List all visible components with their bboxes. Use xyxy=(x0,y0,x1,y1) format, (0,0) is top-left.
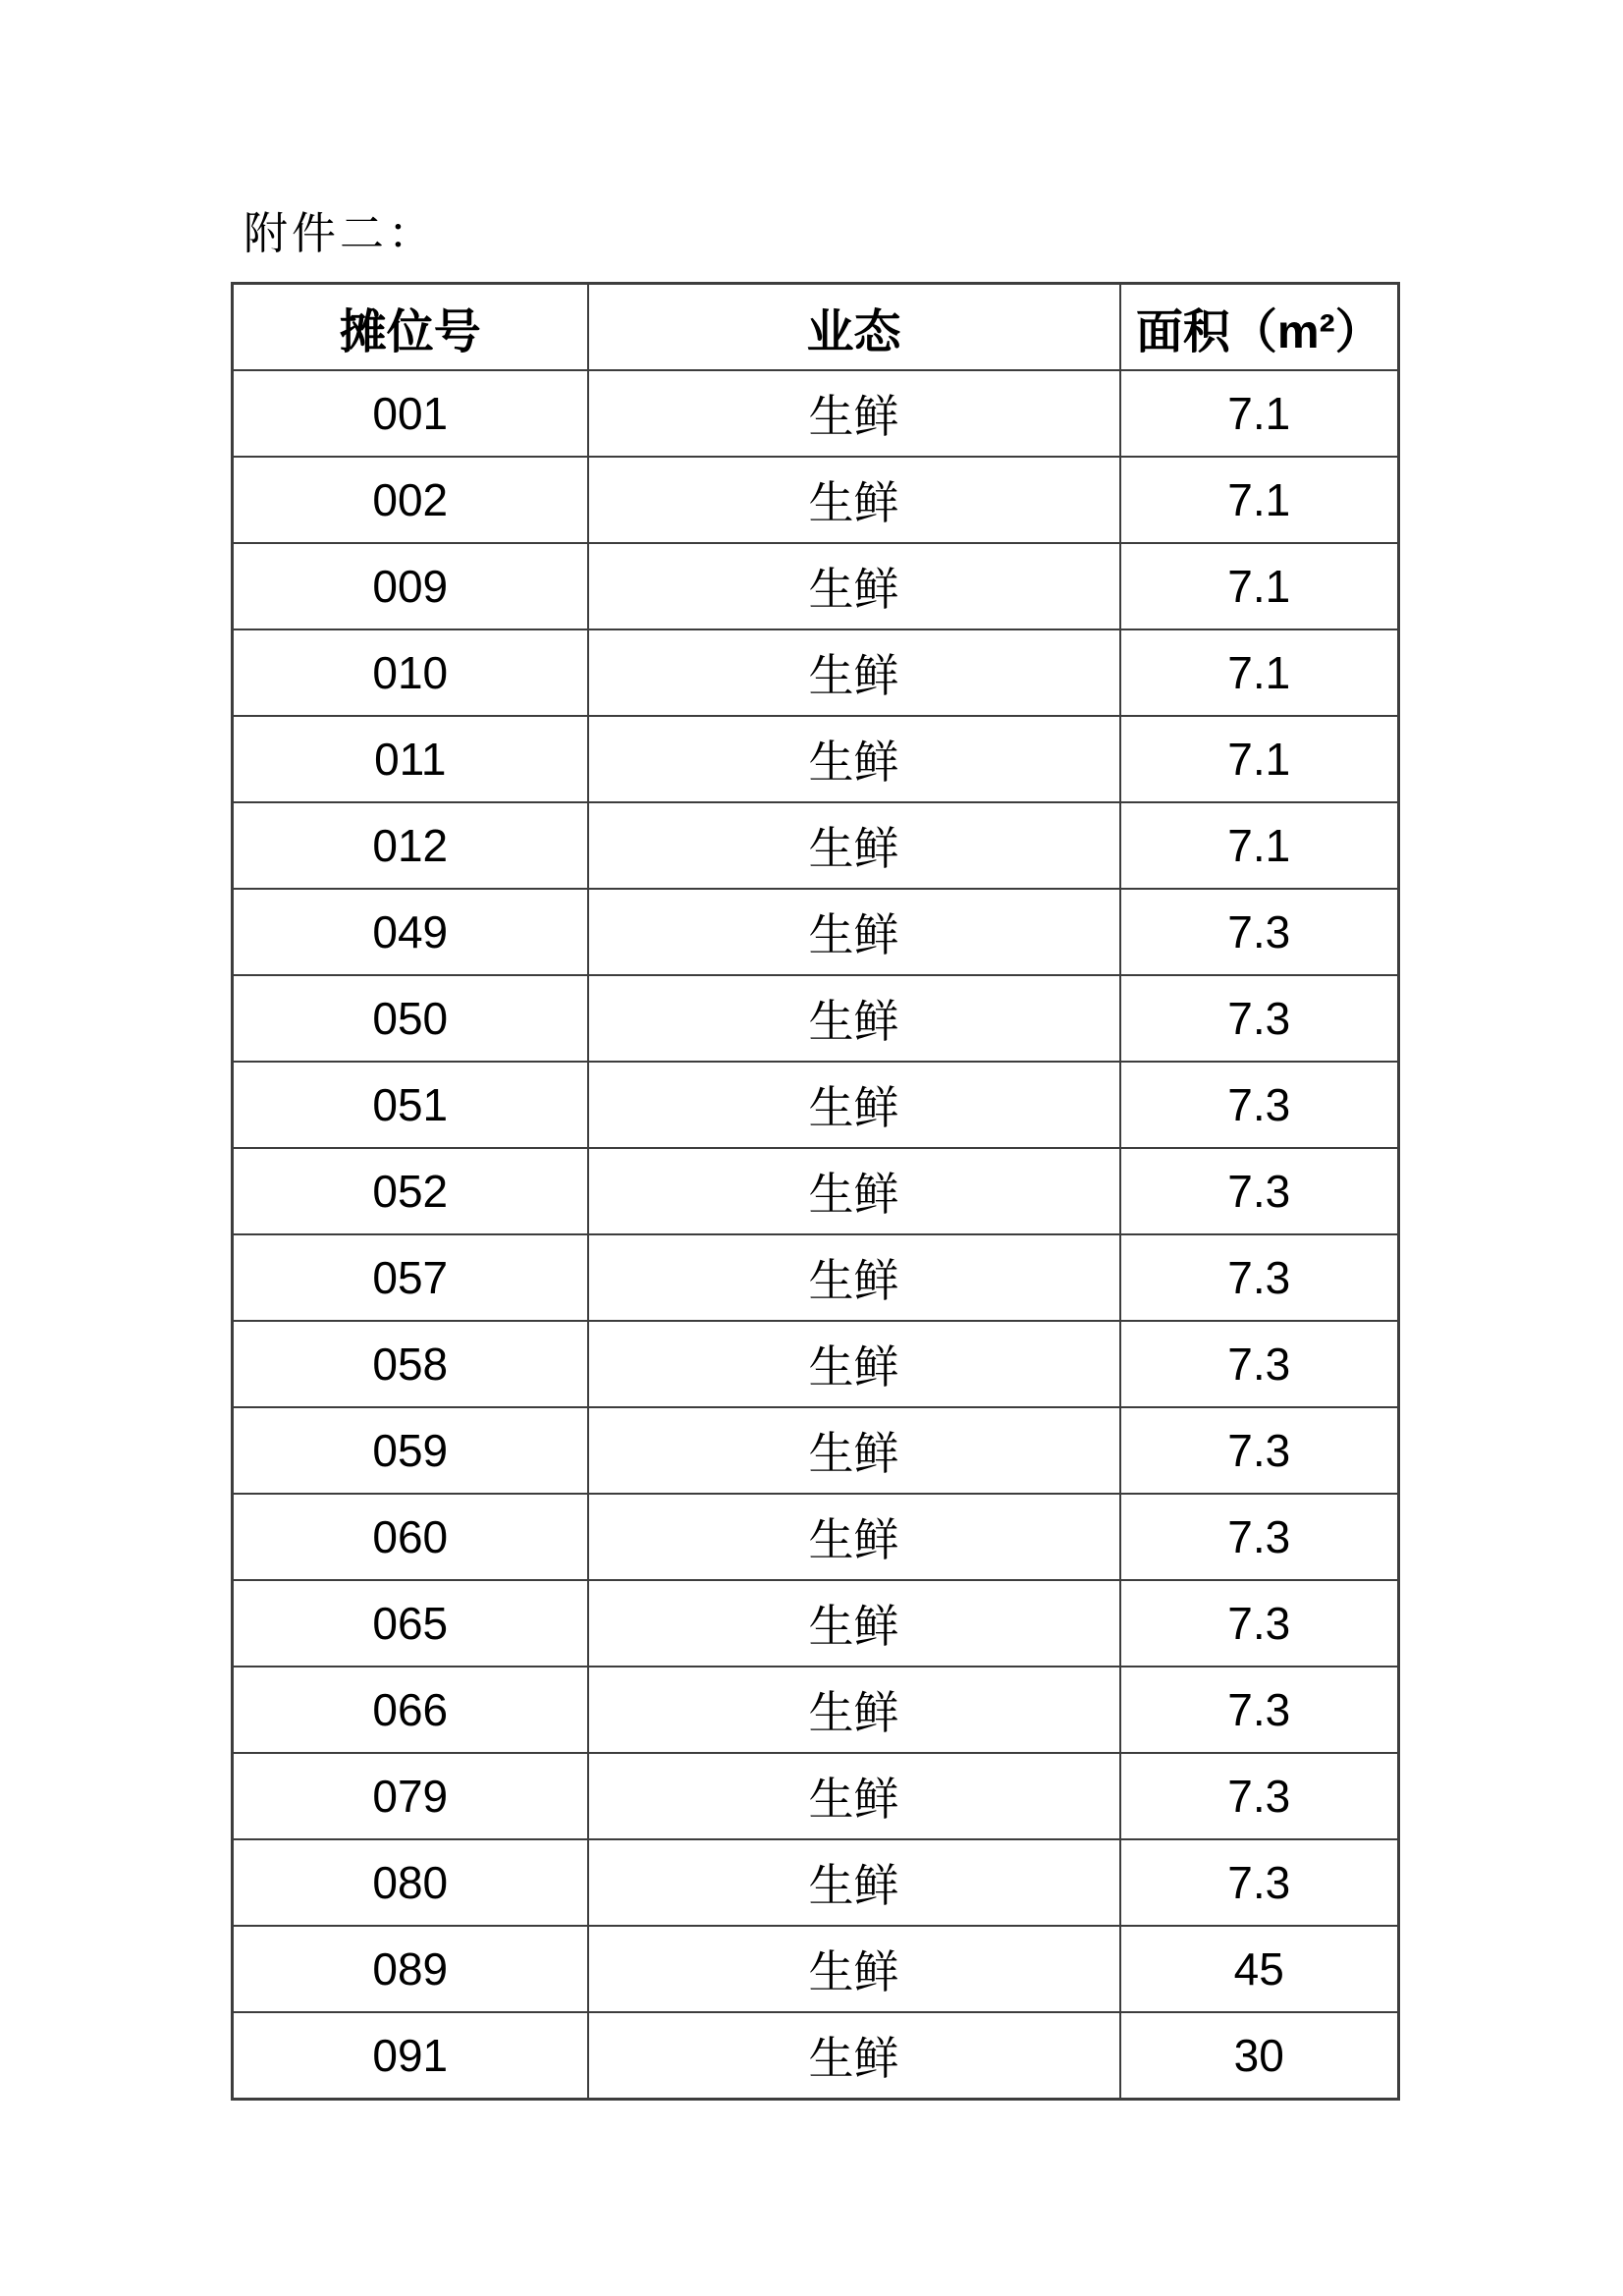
area-cell: 7.3 xyxy=(1120,1062,1399,1148)
table-row xyxy=(233,1667,1399,1753)
table-row xyxy=(233,1494,1399,1580)
business-type-cell: 生鲜 xyxy=(588,629,1120,716)
business-type-cell: 生鲜 xyxy=(588,457,1120,543)
business-type-cell: 生鲜 xyxy=(588,975,1120,1062)
area-cell: 7.3 xyxy=(1120,1580,1399,1667)
stall-table xyxy=(231,282,1400,2101)
area-cell: 7.1 xyxy=(1120,802,1399,889)
table-row xyxy=(233,543,1399,629)
area-cell: 7.3 xyxy=(1120,1407,1399,1494)
stall-number-cell: 002 xyxy=(233,457,588,543)
stall-number-cell: 057 xyxy=(233,1234,588,1321)
header-business-type: 业态 xyxy=(588,284,1120,371)
stall-number-cell: 009 xyxy=(233,543,588,629)
business-type-cell: 生鲜 xyxy=(588,370,1120,457)
stall-number-cell: 051 xyxy=(233,1062,588,1148)
table-row xyxy=(233,1839,1399,1926)
area-cell: 7.1 xyxy=(1120,457,1399,543)
attachment-label: 附件二： xyxy=(243,209,437,258)
stall-number-cell: 052 xyxy=(233,1148,588,1234)
business-type-cell: 生鲜 xyxy=(588,1234,1120,1321)
business-type-cell: 生鲜 xyxy=(588,1839,1120,1926)
table-row xyxy=(233,1580,1399,1667)
stall-number-cell: 091 xyxy=(233,2012,588,2100)
area-cell: 30 xyxy=(1120,2012,1399,2100)
stall-number-cell: 079 xyxy=(233,1753,588,1839)
area-cell: 7.3 xyxy=(1120,1753,1399,1839)
business-type-cell: 生鲜 xyxy=(588,1580,1120,1667)
business-type-cell: 生鲜 xyxy=(588,1321,1120,1407)
table-row xyxy=(233,629,1399,716)
table-row xyxy=(233,889,1399,975)
area-cell: 7.3 xyxy=(1120,975,1399,1062)
business-type-cell: 生鲜 xyxy=(588,2012,1120,2100)
stall-number-cell: 065 xyxy=(233,1580,588,1667)
area-cell: 7.1 xyxy=(1120,543,1399,629)
business-type-cell: 生鲜 xyxy=(588,1667,1120,1753)
table-row xyxy=(233,1926,1399,2012)
area-cell: 7.3 xyxy=(1120,889,1399,975)
table-row xyxy=(233,457,1399,543)
table-row xyxy=(233,2012,1399,2100)
area-cell: 45 xyxy=(1120,1926,1399,2012)
stall-number-cell: 059 xyxy=(233,1407,588,1494)
business-type-cell: 生鲜 xyxy=(588,889,1120,975)
header-stall-number: 摊位号 xyxy=(233,284,588,371)
stall-number-cell: 012 xyxy=(233,802,588,889)
table-row xyxy=(233,802,1399,889)
business-type-cell: 生鲜 xyxy=(588,543,1120,629)
table-row xyxy=(233,1148,1399,1234)
business-type-cell: 生鲜 xyxy=(588,802,1120,889)
business-type-cell: 生鲜 xyxy=(588,1407,1120,1494)
area-cell: 7.3 xyxy=(1120,1494,1399,1580)
area-cell: 7.1 xyxy=(1120,716,1399,802)
stall-number-cell: 089 xyxy=(233,1926,588,2012)
table-row xyxy=(233,1321,1399,1407)
table-body xyxy=(233,370,1399,2100)
stall-number-cell: 080 xyxy=(233,1839,588,1926)
area-cell: 7.3 xyxy=(1120,1321,1399,1407)
business-type-cell: 生鲜 xyxy=(588,1148,1120,1234)
business-type-cell: 生鲜 xyxy=(588,1753,1120,1839)
header-area: 面积（m²） xyxy=(1120,284,1399,371)
area-cell: 7.3 xyxy=(1120,1234,1399,1321)
stall-number-cell: 049 xyxy=(233,889,588,975)
area-cell: 7.3 xyxy=(1120,1667,1399,1753)
table-row xyxy=(233,370,1399,457)
stall-number-cell: 058 xyxy=(233,1321,588,1407)
stall-number-cell: 001 xyxy=(233,370,588,457)
table-header-row xyxy=(233,284,1399,371)
business-type-cell: 生鲜 xyxy=(588,716,1120,802)
area-cell: 7.1 xyxy=(1120,370,1399,457)
stall-number-cell: 010 xyxy=(233,629,588,716)
area-cell: 7.3 xyxy=(1120,1148,1399,1234)
stall-number-cell: 050 xyxy=(233,975,588,1062)
business-type-cell: 生鲜 xyxy=(588,1494,1120,1580)
stall-number-cell: 011 xyxy=(233,716,588,802)
table-row xyxy=(233,1753,1399,1839)
business-type-cell: 生鲜 xyxy=(588,1926,1120,2012)
business-type-cell: 生鲜 xyxy=(588,1062,1120,1148)
area-cell: 7.3 xyxy=(1120,1839,1399,1926)
table-row xyxy=(233,1062,1399,1148)
stall-number-cell: 060 xyxy=(233,1494,588,1580)
table-row xyxy=(233,716,1399,802)
area-cell: 7.1 xyxy=(1120,629,1399,716)
stall-number-cell: 066 xyxy=(233,1667,588,1753)
table-row xyxy=(233,975,1399,1062)
table-row xyxy=(233,1234,1399,1321)
table-row xyxy=(233,1407,1399,1494)
